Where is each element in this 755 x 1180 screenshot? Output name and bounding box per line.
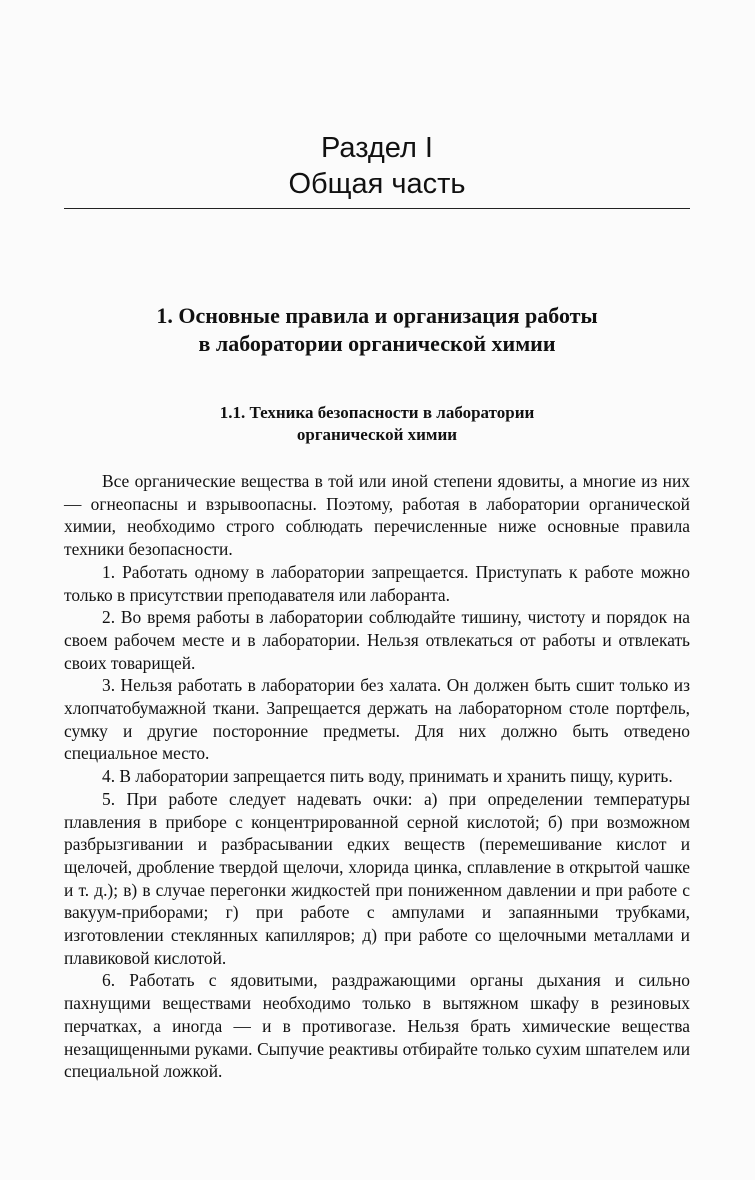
part-heading bbox=[64, 130, 690, 202]
heading-divider bbox=[64, 208, 690, 209]
paragraph-rule-2: 2. Во время работы в лаборатории соблюдайте тишину, чистоту и порядок на своем рабочем месте и в лаборатории. Нельзя отвлекаться от работы и отвлекать своих товарищей. bbox=[64, 607, 690, 673]
body-text bbox=[64, 470, 690, 1083]
chapter-title-line-1: 1. Основные правила и организация работы bbox=[156, 303, 598, 328]
paragraph-rule-1: 1. Работать одному в лаборатории запрещается. Приступать к работе можно только в присутствии преподавателя или лаборанта. bbox=[64, 561, 690, 605]
paragraph-rule-5: 5. При работе следует надевать очки: а) при определении температуры плавления в приборе с концентрированной серной кислотой; б) при возможном разбрызгивании и разбрасывании едких веществ (перемешивание кислот и щелочей, дробление твердой щелочи, хлорида цинка, сплавление в открытой чашке и т. д.); в) в случае перегонки жидкостей при пониженном давлении и при работе с вакуум-приборами; г) при работе с ампулами и запаянными трубками, изготовлении стеклянных капилляров; д) при работе со щелочными металлами и плавиковой кислотой. bbox=[64, 788, 690, 968]
paragraph-intro: Все органические вещества в той или иной степени ядовиты, а многие из них — огнеопасны и взрывоопасны. Поэтому, работая в лаборатории органической химии, необходимо строго соблюдать перечисленные ниже основные правила техники безопасности. bbox=[64, 471, 690, 560]
chapter-title-line-2: в лаборатории органической химии bbox=[198, 331, 556, 356]
chapter-title bbox=[64, 302, 690, 358]
section-title-line-1: 1.1. Техника безопасности в лаборатории bbox=[219, 403, 535, 422]
section-title bbox=[64, 402, 690, 446]
part-title: Общая часть bbox=[288, 168, 466, 200]
paragraph-rule-4: 4. В лаборатории запрещается пить воду, принимать и хранить пищу, курить. bbox=[102, 766, 673, 787]
part-label: Раздел I bbox=[321, 132, 433, 164]
paragraph-rule-3: 3. Нельзя работать в лаборатории без халата. Он должен быть сшит только из хлопчатобумажной ткани. Запрещается держать на лабораторном столе портфель, сумку и другие посторонние предметы. Для них должно быть отведено специальное место. bbox=[64, 675, 690, 764]
section-title-line-2: органической химии bbox=[296, 425, 458, 444]
paragraph-rule-6: 6. Работать с ядовитыми, раздражающими органы дыхания и сильно пахнущими веществами необходимо только в вытяжном шкафу в резиновых перчатках, а иногда — и в противогазе. Нельзя брать химические вещества незащищенными руками. Сыпучие реактивы отбирайте только сухим шпателем или специальной ложкой. bbox=[64, 970, 690, 1082]
